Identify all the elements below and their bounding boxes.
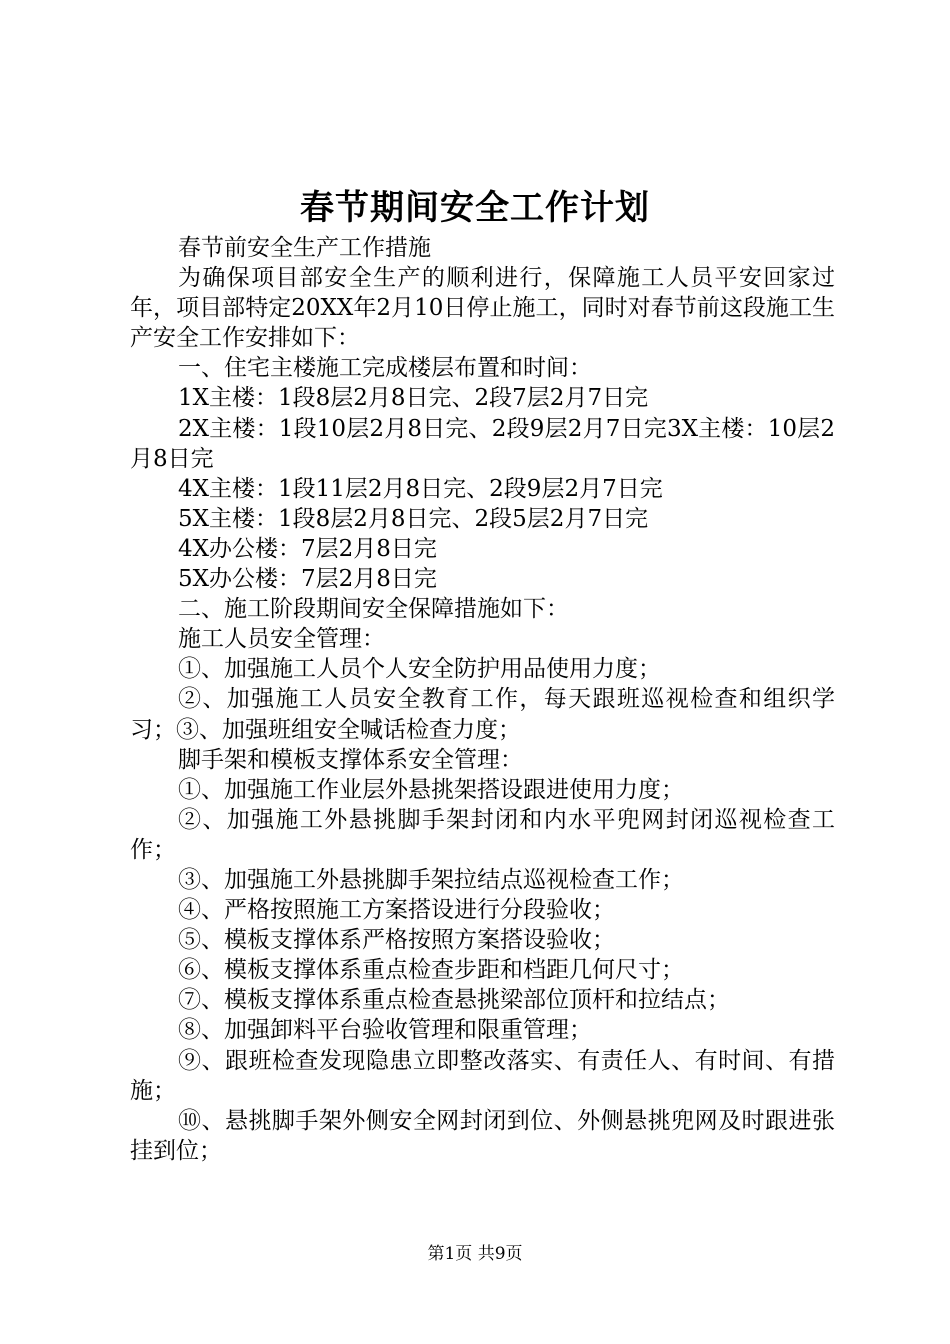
paragraph-scaffold-item-7: ⑦、模板支撑体系重点检查悬挑梁部位顶杆和拉结点；: [178, 987, 730, 1014]
paragraph-scaffold-item-5: ⑤、模板支撑体系严格按照方案搭设验收；: [178, 927, 615, 954]
paragraph-scaffold-item-4: ④、严格按照施工方案搭设进行分段验收；: [178, 897, 615, 924]
paragraph-building-1x: 1X主楼：1段8层2月8日完、2段7层2月7日完: [178, 385, 649, 412]
paragraph-scaffold-item-8: ⑧、加强卸料平台验收管理和限重管理；: [178, 1017, 592, 1044]
paragraph-scaffold-item-10: ⑩、悬挑脚手架外侧安全网封闭到位、外侧悬挑兜网及时跟进张挂到位；: [130, 1107, 835, 1164]
paragraph-office-5x: 5X办公楼：7层2月8日完: [178, 566, 437, 593]
paragraph-office-4x: 4X办公楼：7层2月8日完: [178, 535, 437, 562]
paragraph-intro: 为确保项目部安全生产的顺利进行，保障施工人员平安回家过年，项目部特定20XX年2月10日停止施工，同时对春节前这段施工生产安全工作安排如下：: [130, 265, 835, 352]
paragraph-scaffold-heading: 脚手架和模板支撑体系安全管理：: [178, 746, 523, 773]
paragraph-scaffold-item-9: ⑨、跟班检查发现隐患立即整改落实、有责任人、有时间、有措施；: [130, 1047, 835, 1104]
paragraph-building-4x: 4X主楼：1段11层2月8日完、2段9层2月7日完: [178, 475, 663, 502]
page-footer: 第1页 共9页: [427, 1244, 523, 1264]
document-body: [130, 233, 835, 1166]
paragraph-scaffold-item-1: ①、加强施工作业层外悬挑架搭设跟进使用力度；: [178, 776, 684, 803]
paragraph-building-5x: 5X主楼：1段8层2月8日完、2段5层2月7日完: [178, 505, 649, 532]
paragraph-section-1-heading: 一、住宅主楼施工完成楼层布置和时间：: [178, 355, 592, 382]
document-title: 春节期间安全工作计划: [300, 188, 650, 228]
paragraph-personnel-heading: 施工人员安全管理：: [178, 626, 385, 653]
paragraph-scaffold-item-2: ②、加强施工外悬挑脚手架封闭和内水平兜网封闭巡视检查工作；: [130, 806, 835, 863]
paragraph-scaffold-item-3: ③、加强施工外悬挑脚手架拉结点巡视检查工作；: [178, 866, 684, 893]
paragraph-scaffold-item-6: ⑥、模板支撑体系重点检查步距和档距几何尺寸；: [178, 957, 684, 984]
paragraph-personnel-item-2-3: ②、加强施工人员安全教育工作，每天跟班巡视检查和组织学习；③、加强班组安全喊话检查力度；: [130, 686, 835, 743]
paragraph-subtitle: 春节前安全生产工作措施: [178, 235, 431, 261]
paragraph-section-2-heading: 二、施工阶段期间安全保障措施如下：: [178, 596, 569, 623]
paragraph-personnel-item-1: ①、加强施工人员个人安全防护用品使用力度；: [178, 656, 661, 683]
paragraph-building-2x-3x: 2X主楼：1段10层2月8日完、2段9层2月7日完3X主楼：10层2月8日完: [130, 415, 835, 472]
